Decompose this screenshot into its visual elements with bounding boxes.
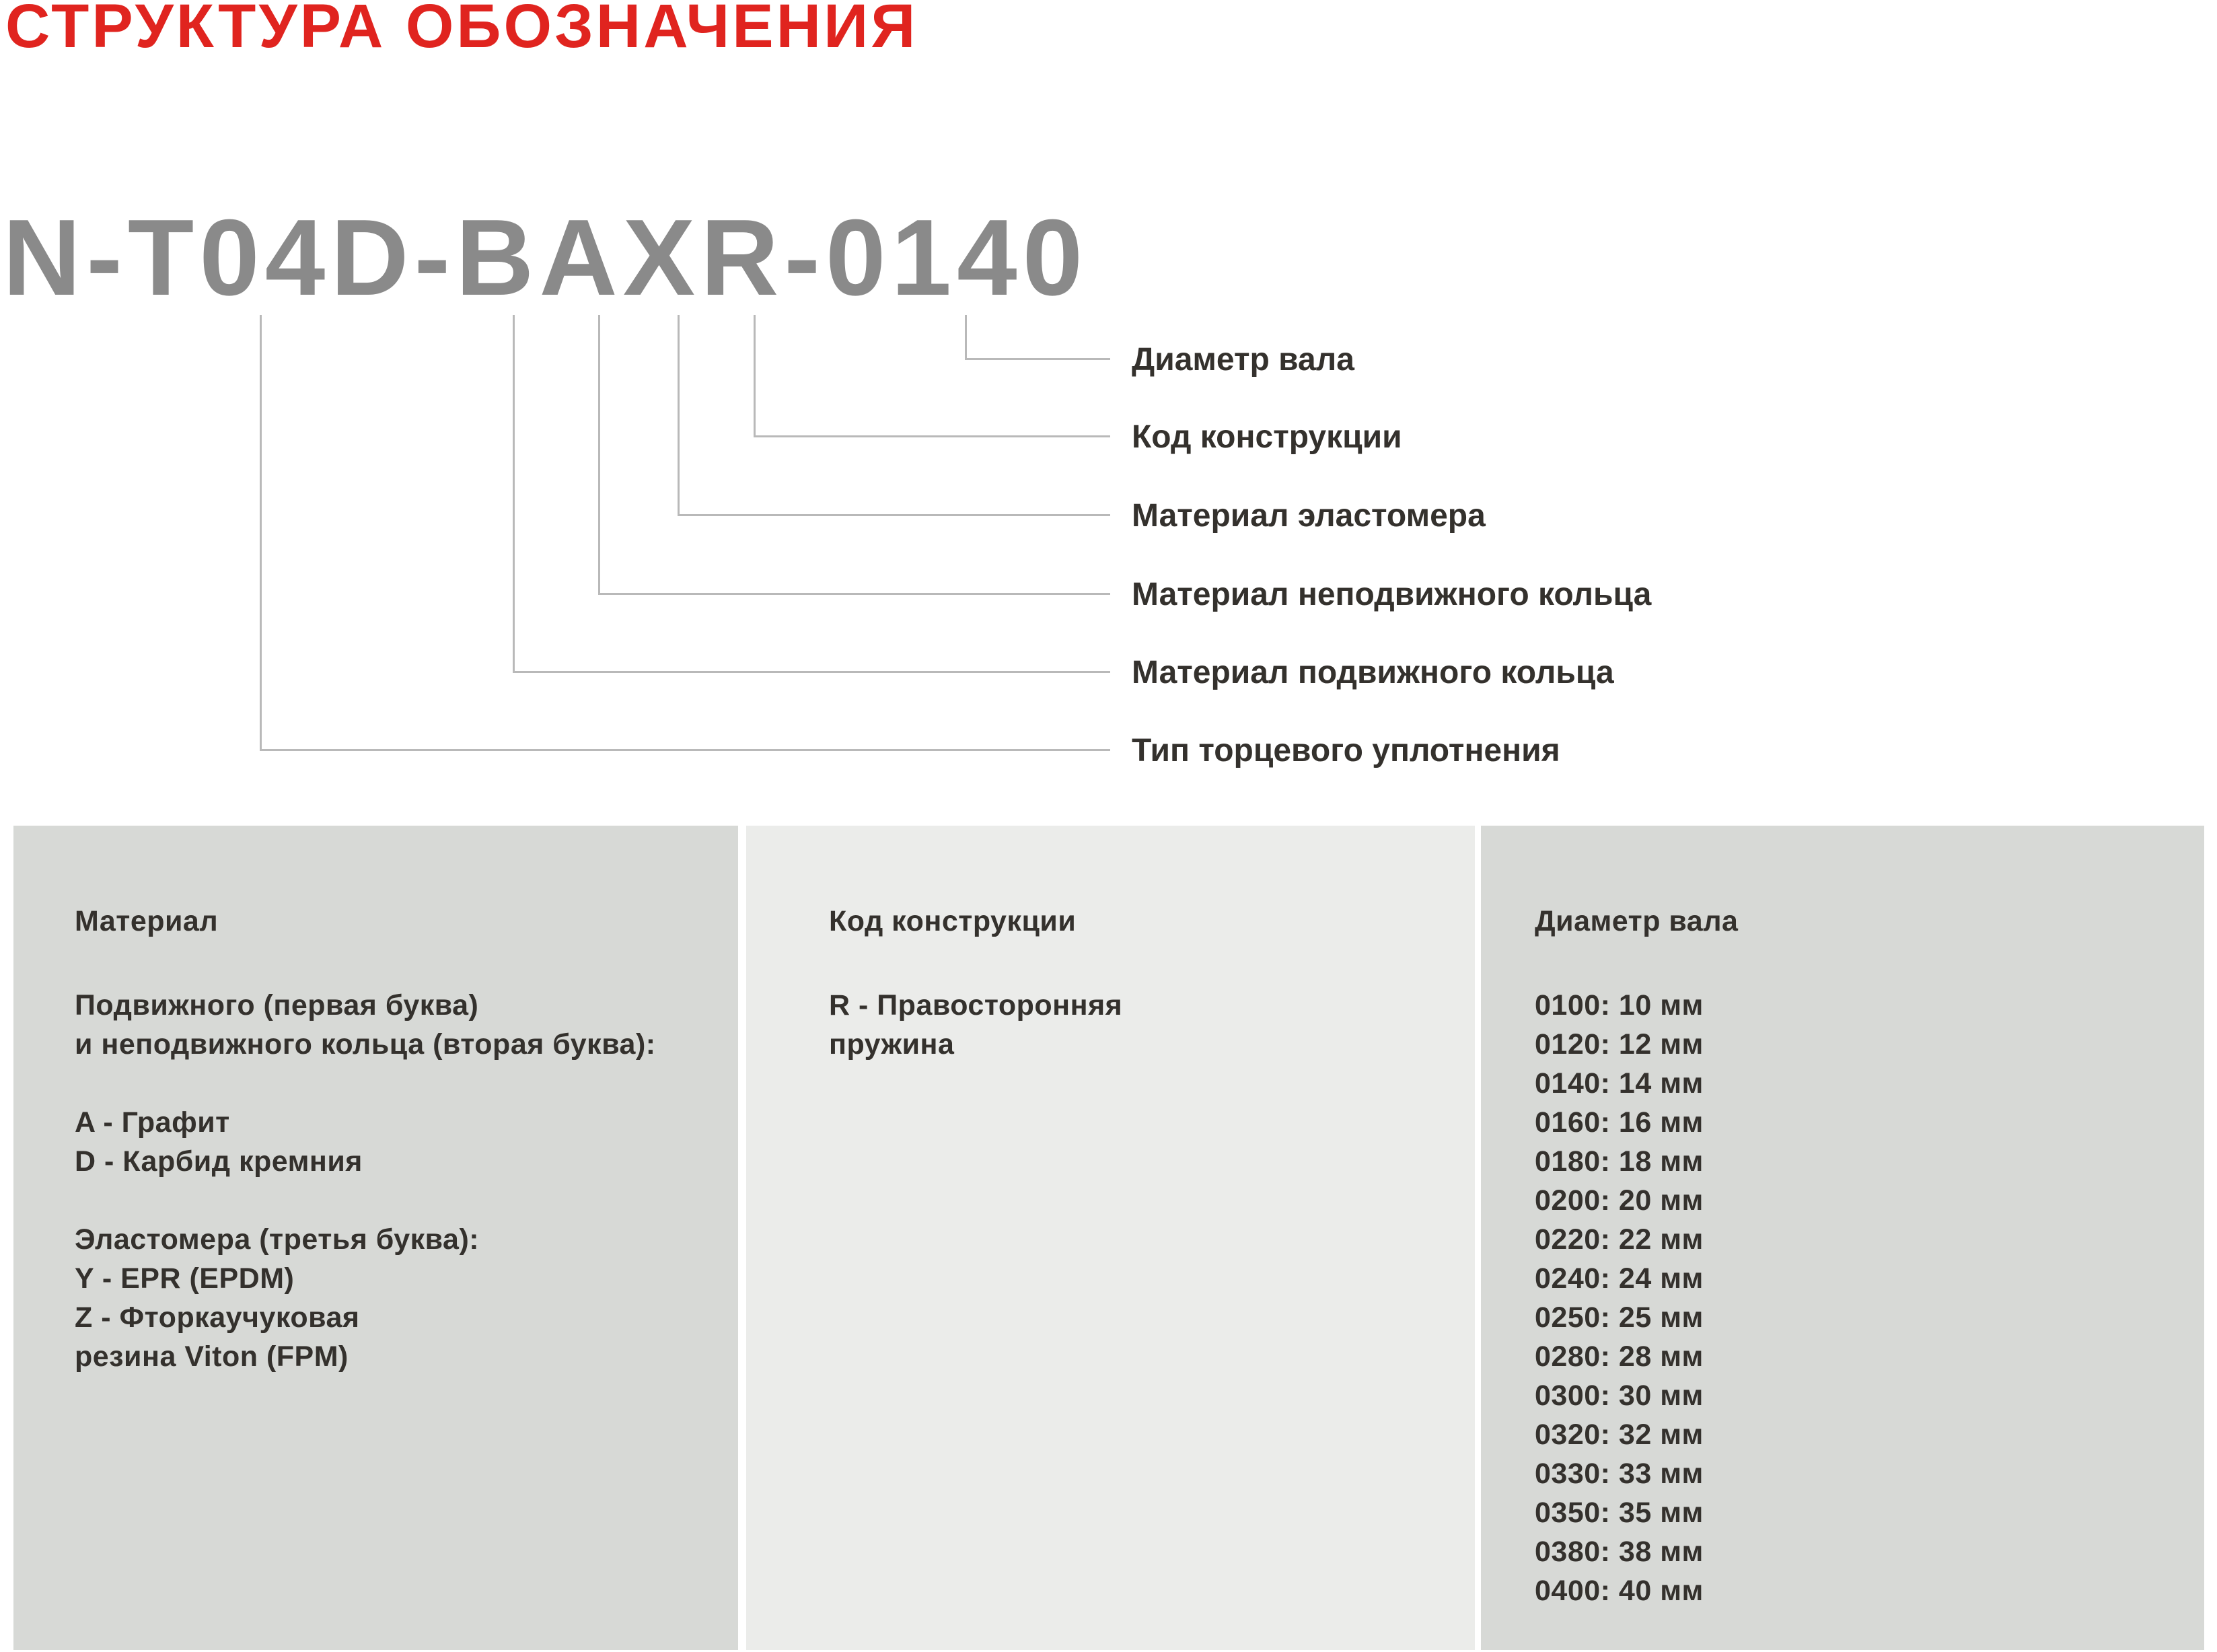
panel-material-line: Эластомера (третья буква): (75, 1223, 480, 1256)
callout-label-rotating-ring-material: Материал подвижного кольца (1132, 655, 1614, 691)
panel-material-line: резина Viton (FPM) (75, 1340, 349, 1373)
shaft-diameter-item: 0400: 40 мм (1535, 1575, 1704, 1607)
panel-material (13, 826, 738, 1650)
panel-construction-code-line: пружина (829, 1028, 955, 1061)
shaft-diameter-item: 0380: 38 мм (1535, 1536, 1704, 1568)
part-code: N-T04D-BAXR-0140 (3, 197, 1089, 318)
panel-shaft-diameter-rows (1535, 986, 2191, 1610)
panel-material-line: Z - Фторкаучуковая (75, 1301, 360, 1334)
shaft-diameter-item: 0140: 14 мм (1535, 1067, 1704, 1100)
shaft-diameter-item: 0250: 25 мм (1535, 1301, 1704, 1334)
shaft-diameter-item: 0350: 35 мм (1535, 1497, 1704, 1529)
panel-material-header: Материал (75, 905, 219, 937)
callout-label-shaft-diameter: Диаметр вала (1132, 342, 1354, 378)
callout-label-seal-type: Тип торцевого уплотнения (1132, 733, 1560, 769)
panel-construction-code-header: Код конструкции (829, 905, 1077, 937)
shaft-diameter-item: 0180: 18 мм (1535, 1145, 1704, 1178)
shaft-diameter-item: 0120: 12 мм (1535, 1028, 1704, 1061)
panel-construction-code-rows (829, 986, 1461, 1064)
panel-material-line: A - Графит (75, 1106, 230, 1139)
panel-material-line (75, 1181, 725, 1220)
shaft-diameter-item: 0100: 10 мм (1535, 989, 1704, 1021)
shaft-diameter-item: 0280: 28 мм (1535, 1340, 1704, 1373)
shaft-diameter-item: 0330: 33 мм (1535, 1458, 1704, 1490)
panel-shaft-diameter (1481, 826, 2204, 1650)
shaft-diameter-item: 0220: 22 мм (1535, 1223, 1704, 1256)
callout-label-elastomer-material: Материал эластомера (1132, 498, 1486, 534)
callout-line-seal-type (260, 315, 1110, 751)
panel-material-line: Y - EPR (EPDM) (75, 1262, 295, 1295)
shaft-diameter-item: 0240: 24 мм (1535, 1262, 1704, 1295)
shaft-diameter-item: 0200: 20 мм (1535, 1184, 1704, 1217)
panel-material-line: D - Карбид кремния (75, 1145, 363, 1178)
callout-label-stationary-ring-material: Материал неподвижного кольца (1132, 577, 1652, 613)
shaft-diameter-item: 0320: 32 мм (1535, 1418, 1704, 1451)
shaft-diameter-item: 0160: 16 мм (1535, 1106, 1704, 1139)
panel-material-rows (75, 986, 725, 1376)
callout-label-construction-code: Код конструкции (1132, 419, 1402, 456)
panel-material-line: и неподвижного кольца (вторая буква): (75, 1028, 656, 1061)
panel-shaft-diameter-header: Диаметр вала (1535, 905, 1739, 937)
panel-construction-code (746, 826, 1475, 1650)
panel-construction-code-line: R - Правосторонняя (829, 989, 1123, 1021)
page-title: СТРУКТУРА ОБОЗНАЧЕНИЯ (5, 0, 918, 61)
shaft-diameter-item: 0300: 30 мм (1535, 1379, 1704, 1412)
panel-material-line (75, 1064, 725, 1103)
panel-material-line: Подвижного (первая буква) (75, 989, 479, 1021)
